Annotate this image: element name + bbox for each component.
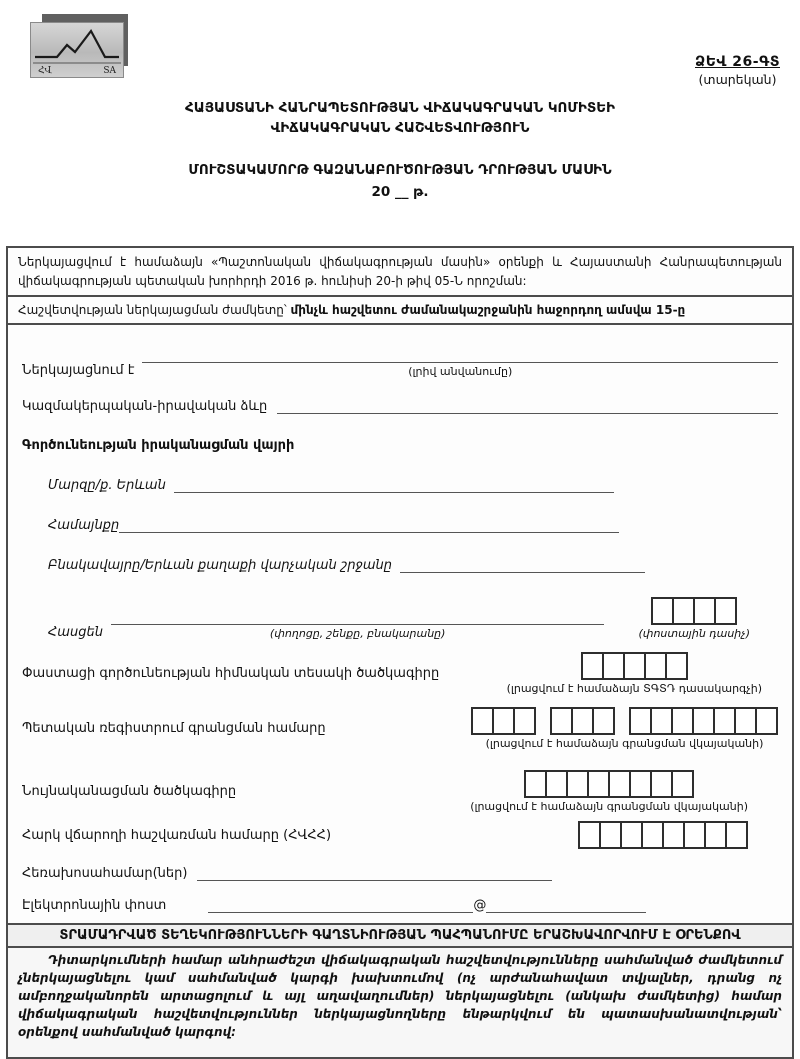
- report-title: ՄՈՒՇՏԱԿԱՄՈՐԹ ԳԱԶԱՆԱԲՈՒԾՈՒԹՅԱՆ ԴՐՈՒԹՅԱՆ ՄԱՍԻՆ: [188, 162, 612, 178]
- settlement-label: Բնակավայրը/Երևան քաղաքի վարչական շրջանը: [48, 558, 392, 574]
- register-row: [22, 707, 778, 750]
- presenter-fill-line[interactable]: [142, 347, 778, 363]
- presenter-label: Ներկայացնում է: [22, 363, 135, 379]
- community-row: [48, 517, 778, 533]
- liability-warning-box: [6, 946, 794, 1059]
- postal-code-field: [638, 597, 750, 640]
- region-label: Մարզը/ք. Երևան: [48, 478, 166, 494]
- report-year-line: 20 __ թ.: [371, 184, 429, 200]
- address-field: [111, 609, 604, 640]
- activity-code-row: [22, 652, 778, 695]
- activity-code-cells[interactable]: [581, 652, 688, 680]
- form-code-label: ՁԵՎ 26-ԳՏ: [695, 54, 780, 70]
- tin-field: [578, 821, 748, 849]
- presenter-row: [22, 347, 778, 378]
- deadline-text: [18, 301, 782, 319]
- email-label: Էլեկտրոնային փոստ: [22, 898, 167, 914]
- tin-label: Հարկ վճարողի հաշվառման համարը (ՀՎՀՀ): [22, 827, 332, 843]
- logo-letters: [31, 66, 123, 76]
- deadline-bold: մինչև հաշվետու ժամանակաշրջանին հաջորդող ամսվա 15-ը: [290, 303, 686, 318]
- id-code-field: [470, 770, 748, 813]
- form-fields-box: [6, 323, 794, 925]
- logo-sa-text: SA: [103, 66, 116, 76]
- tin-cells[interactable]: [578, 821, 748, 849]
- activity-code-caption: (լրացվում է համաձայն ՏԳՏԴ դասակարգչի): [506, 682, 762, 696]
- postal-caption: (փոստային դասիչ): [638, 627, 750, 641]
- community-fill-line[interactable]: [119, 517, 619, 533]
- phone-fill-line[interactable]: [197, 865, 552, 881]
- legal-form-fill-line[interactable]: [277, 398, 778, 414]
- email-local-fill-line[interactable]: [208, 897, 473, 913]
- community-label: Համայնքը: [48, 518, 120, 534]
- id-code-cells[interactable]: [524, 770, 694, 798]
- legal-basis-text: Ներկայացվում է համաձայն «Պաշտոնական վիճակագրության մասին» օրենքի և Հայաստանի Հանրապետության վիճակագրության պետական խորհրդի 2016 թ. հունիսի 20-ի թիվ 05-Ն որոշման:: [18, 255, 782, 288]
- address-caption: (փողոցը, շենքը, բնակարանը): [269, 627, 446, 641]
- register-cells[interactable]: [471, 707, 778, 735]
- committee-name-line2: ՎԻՃԱԿԱԳՐԱԿԱՆ ՀԱՇՎԵՏՎՈՒԹՅՈՒՆ: [270, 120, 530, 136]
- form-code-block: [695, 54, 780, 87]
- address-row: [48, 597, 778, 640]
- deadline-box: [6, 295, 794, 325]
- postal-code-cells[interactable]: [651, 597, 737, 625]
- logo-hv-text: ՀՎ: [38, 66, 52, 76]
- tin-row: [22, 821, 778, 849]
- confidentiality-title: ՏՐԱՄԱԴՐՎԱԾ ՏԵՂԵԿՈՒԹՅՈՒՆՆԵՐԻ ԳԱՂՏՆԻՈՒԹՅԱՆ ՊԱՀՊԱՆՈՒՄԸ ԵՐԱՇԽԱՎՈՐՎՈՒՄ Է ՕՐԵՆՔՈՎ: [6, 923, 794, 948]
- phone-row: [22, 865, 778, 881]
- id-code-label: Նույնականացման ծածկագիրը: [22, 784, 237, 800]
- phone-label: Հեռախոսահամար(ներ): [22, 866, 188, 882]
- id-code-caption: (լրացվում է համաձայն գրանցման վկայականի): [470, 800, 748, 814]
- region-row: [48, 477, 778, 493]
- legal-form-row: [22, 398, 778, 414]
- form-header: [6, 6, 794, 246]
- presenter-caption: (լրիվ անվանումը): [408, 365, 513, 379]
- presenter-field: [142, 347, 778, 378]
- location-header-row: [22, 438, 778, 453]
- activity-code-label: Փաստացի գործունեության հիմնական տեսակի ծածկագիրը: [22, 666, 440, 682]
- settlement-row: [48, 557, 778, 573]
- address-label: Հասցեն: [48, 625, 103, 641]
- deadline-prefix: Հաշվետվության ներկայացման ժամկետը՝: [18, 303, 291, 318]
- email-row: [22, 897, 778, 913]
- legal-basis-box: [6, 246, 794, 297]
- address-fill-line[interactable]: [111, 609, 604, 625]
- location-header-label: Գործունեության իրականացման վայրի: [22, 438, 295, 454]
- form-periodicity-label: (տարեկան): [698, 72, 777, 87]
- legal-form-label: Կազմակերպական-իրավական ձևը: [22, 399, 268, 415]
- logo-panel: [30, 22, 124, 78]
- email-at-sign: @: [473, 898, 487, 914]
- register-label: Պետական ռեգիստրում գրանցման համարը: [22, 721, 326, 737]
- register-caption: (լրացվում է համաձայն գրանցման վկայականի): [485, 737, 764, 751]
- committee-name-line1: ՀԱՅԱՍՏԱՆԻ ՀԱՆՐԱՊԵՏՈՒԹՅԱՆ ՎԻՃԱԿԱԳՐԱԿԱՆ ԿՈՄԻՏԵԻ: [184, 100, 616, 116]
- liability-warning-text: Դիտարկումների համար անհրաժեշտ վիճակագրական հաշվետվությունները սահմանված ժամկետում չներկայացնելու կամ սահմանված կարգի խախտումով (ոչ արժանահավատ տվյալներ, դրանց ոչ ամբողջականորեն արտացոլում և այլ աղավաղումներ) ներկայացնելու (անկախ ժամկետից) համար վիճակագրական հաշվետվություններ ներկայացնողները ենթարկվում են պատասխանատվության՝ օրենքով սահմանված կարգով:: [18, 953, 782, 1040]
- email-domain-fill-line[interactable]: [486, 897, 646, 913]
- region-fill-line[interactable]: [174, 477, 614, 493]
- activity-code-field: [507, 652, 762, 695]
- register-field: [471, 707, 778, 750]
- armstat-logo: [28, 12, 130, 76]
- settlement-fill-line[interactable]: [400, 557, 645, 573]
- id-code-row: [22, 770, 778, 813]
